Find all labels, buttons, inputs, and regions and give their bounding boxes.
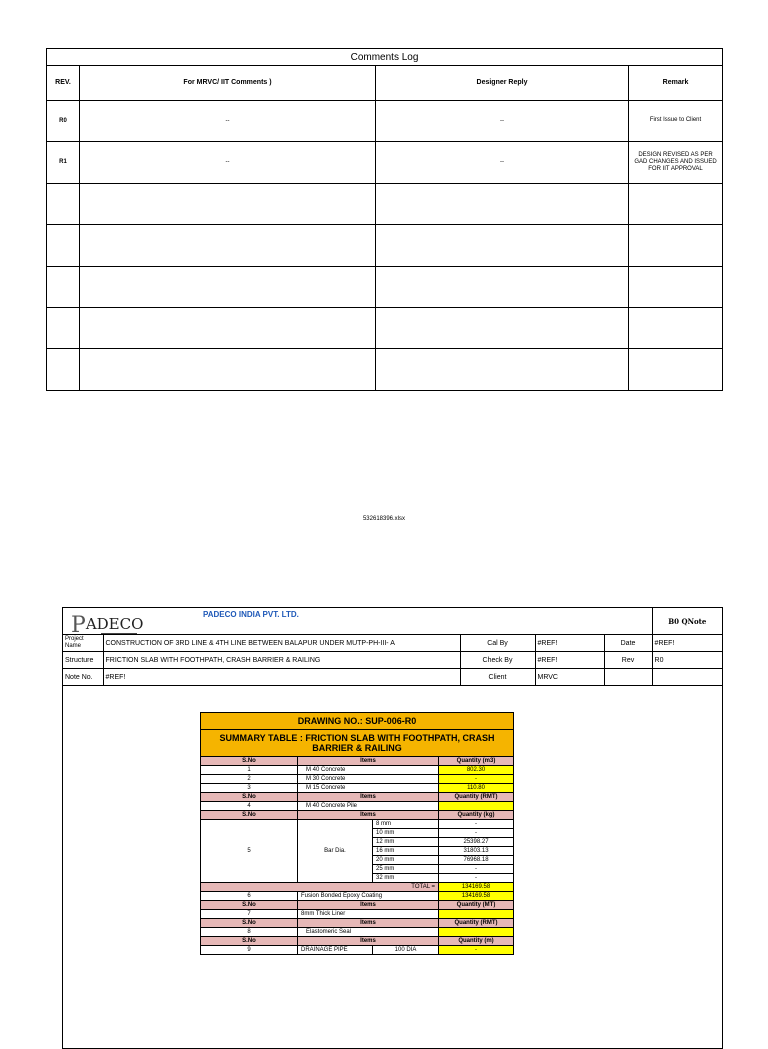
- section-header: [201, 919, 514, 928]
- table-row: [47, 225, 723, 266]
- cal-by-value: #REF!: [535, 635, 604, 652]
- section-header: [201, 793, 514, 802]
- quantity-cell: 31803.13: [439, 847, 514, 856]
- rev-cell: [47, 183, 80, 224]
- items-header: Items: [298, 793, 439, 802]
- item-cell: Elastomeric Seal: [298, 928, 439, 937]
- remark-cell: [629, 183, 723, 224]
- logo-cell: [63, 608, 652, 635]
- sno-cell: 8: [201, 928, 298, 937]
- dia-cell: 100 DIA: [373, 946, 439, 955]
- table-row: [201, 784, 514, 793]
- rev-cell: R1: [47, 142, 80, 183]
- reply-cell: [376, 308, 629, 349]
- table-row: [201, 883, 514, 892]
- sno-cell: 3: [201, 784, 298, 793]
- quantity-header: Quantity (RMT): [439, 793, 514, 802]
- dia-cell: 25 mm: [373, 865, 439, 874]
- comment-cell: --: [80, 142, 376, 183]
- comments-log-table: [46, 48, 723, 391]
- section-header: [201, 811, 514, 820]
- sno-cell: 7: [201, 910, 298, 919]
- table-row: [201, 910, 514, 919]
- item-cell: M 40 Concrete: [298, 766, 439, 775]
- quantity-cell: -: [439, 946, 514, 955]
- table-row: [201, 928, 514, 937]
- quantity-header: Quantity (m3): [439, 757, 514, 766]
- rev-value: R0: [652, 652, 722, 669]
- logo-underline: [101, 633, 137, 634]
- quantity-cell: -: [439, 829, 514, 838]
- table-row: [201, 892, 514, 901]
- summary-table: [200, 712, 514, 955]
- rev-cell: [47, 225, 80, 266]
- structure-value: FRICTION SLAB WITH FOOTHPATH, CRASH BARRIER & RAILING: [103, 652, 460, 669]
- comment-cell: [80, 349, 376, 391]
- comment-cell: [80, 225, 376, 266]
- summary-title: SUMMARY TABLE : FRICTION SLAB WITH FOOTHPATH, CRASH BARRIER & RAILING: [201, 730, 514, 757]
- comments-log-title: Comments Log: [47, 49, 723, 66]
- client-label: Client: [460, 669, 535, 686]
- quantity-cell: -: [439, 775, 514, 784]
- section-header: [201, 757, 514, 766]
- quantity-cell: -: [439, 820, 514, 829]
- rev-label: Rev: [604, 652, 652, 669]
- table-row: [47, 142, 723, 183]
- table-row: [201, 802, 514, 811]
- dia-cell: 16 mm: [373, 847, 439, 856]
- items-header: Items: [298, 919, 439, 928]
- comment-cell: [80, 183, 376, 224]
- sno-header: S.No: [201, 937, 298, 946]
- item-cell: M 30 Concrete: [298, 775, 439, 784]
- file-name-footer: 532618396.xlsx: [362, 516, 406, 522]
- dia-cell: 20 mm: [373, 856, 439, 865]
- table-row: [201, 766, 514, 775]
- table-row: [201, 946, 514, 955]
- quantity-cell: -: [439, 865, 514, 874]
- table-row: [201, 775, 514, 784]
- remark-cell: [629, 308, 723, 349]
- table-row: [47, 183, 723, 224]
- quantity-header: Quantity (kg): [439, 811, 514, 820]
- dia-cell: 32 mm: [373, 874, 439, 883]
- total-value: 134169.58: [439, 883, 514, 892]
- items-header: Items: [298, 901, 439, 910]
- quantity-header: Quantity (RMT): [439, 919, 514, 928]
- remark-cell: First Issue to Client: [629, 100, 723, 141]
- comment-cell: [80, 266, 376, 307]
- reply-cell: [376, 183, 629, 224]
- item-cell: DRAINAGE PIPE: [298, 946, 373, 955]
- section-header: [201, 901, 514, 910]
- check-by-value: #REF!: [535, 652, 604, 669]
- note-no-label: Note No.: [63, 669, 103, 686]
- sno-header: S.No: [201, 811, 298, 820]
- quantity-cell: 802.30: [439, 766, 514, 775]
- client-value: MRVC: [535, 669, 604, 686]
- rev-cell: [47, 266, 80, 307]
- total-label: TOTAL =: [201, 883, 439, 892]
- dia-cell: 10 mm: [373, 829, 439, 838]
- table-row: [47, 266, 723, 307]
- items-header: Items: [298, 811, 439, 820]
- quantity-cell: -: [439, 874, 514, 883]
- item-cell: 8mm Thick Liner: [298, 910, 439, 919]
- quantity-cell: [439, 802, 514, 811]
- dia-cell: 8 mm: [373, 820, 439, 829]
- table-row: [201, 820, 514, 829]
- reply-cell: --: [376, 142, 629, 183]
- table-row: [47, 100, 723, 141]
- header-designer-reply: Designer Reply: [376, 66, 629, 100]
- bar-dia-label: Bar Dia.: [298, 820, 373, 883]
- rev-cell: [47, 349, 80, 391]
- section-header: [201, 937, 514, 946]
- comment-cell: [80, 308, 376, 349]
- sno-header: S.No: [201, 757, 298, 766]
- boq-note-title: B0 QNote: [652, 608, 722, 635]
- empty-cell: [604, 669, 652, 686]
- padeco-logo: PADECO: [71, 613, 144, 635]
- header-remark: Remark: [629, 66, 723, 100]
- remark-cell: [629, 349, 723, 391]
- rev-cell: [47, 308, 80, 349]
- sno-cell: 5: [201, 820, 298, 883]
- items-header: Items: [298, 937, 439, 946]
- remark-cell: DESIGN REVISED AS PER GAD CHANGES AND ISSUED FOR IIT APPROVAL: [629, 142, 723, 183]
- reply-cell: [376, 225, 629, 266]
- date-label: Date: [604, 635, 652, 652]
- quantity-cell: 134169.58: [439, 892, 514, 901]
- header-rev: REV.: [47, 66, 80, 100]
- empty-cell: [652, 669, 722, 686]
- rev-cell: R0: [47, 100, 80, 141]
- remark-cell: [629, 225, 723, 266]
- table-row: [47, 349, 723, 391]
- header-comments: For MRVC/ IIT Comments ): [80, 66, 376, 100]
- sno-header: S.No: [201, 901, 298, 910]
- quantity-header: Quantity (MT): [439, 901, 514, 910]
- item-cell: Fusion Bonded Epoxy Coating: [298, 892, 439, 901]
- sno-header: S.No: [201, 919, 298, 928]
- reply-cell: --: [376, 100, 629, 141]
- cal-by-label: Cal By: [460, 635, 535, 652]
- sno-header: S.No: [201, 793, 298, 802]
- quantity-cell: [439, 910, 514, 919]
- quantity-header: Quantity (m): [439, 937, 514, 946]
- quantity-cell: 25398.27: [439, 838, 514, 847]
- dia-cell: 12 mm: [373, 838, 439, 847]
- item-cell: M 15 Concrete: [298, 784, 439, 793]
- company-name: PADECO INDIA PVT. LTD.: [203, 610, 299, 619]
- item-cell: M 40 Concrete Pile: [298, 802, 439, 811]
- boq-note-sheet: [62, 607, 723, 1049]
- quantity-cell: [439, 928, 514, 937]
- reply-cell: [376, 349, 629, 391]
- sno-cell: 9: [201, 946, 298, 955]
- comment-cell: --: [80, 100, 376, 141]
- items-header: Items: [298, 757, 439, 766]
- sno-cell: 1: [201, 766, 298, 775]
- date-value: #REF!: [652, 635, 722, 652]
- quantity-cell: 76968.18: [439, 856, 514, 865]
- sno-cell: 2: [201, 775, 298, 784]
- sno-cell: 4: [201, 802, 298, 811]
- project-name-label: Project Name: [63, 635, 103, 652]
- sno-cell: 6: [201, 892, 298, 901]
- check-by-label: Check By: [460, 652, 535, 669]
- project-name-value: CONSTRUCTION OF 3RD LINE & 4TH LINE BETWEEN BALAPUR UNDER MUTP-PH-III- A: [103, 635, 460, 652]
- boq-header-table: [63, 608, 722, 686]
- note-no-value: #REF!: [103, 669, 460, 686]
- table-row: [47, 308, 723, 349]
- structure-label: Structure: [63, 652, 103, 669]
- reply-cell: [376, 266, 629, 307]
- quantity-cell: 110.80: [439, 784, 514, 793]
- remark-cell: [629, 266, 723, 307]
- drawing-number: DRAWING NO.: SUP-006-R0: [201, 713, 514, 730]
